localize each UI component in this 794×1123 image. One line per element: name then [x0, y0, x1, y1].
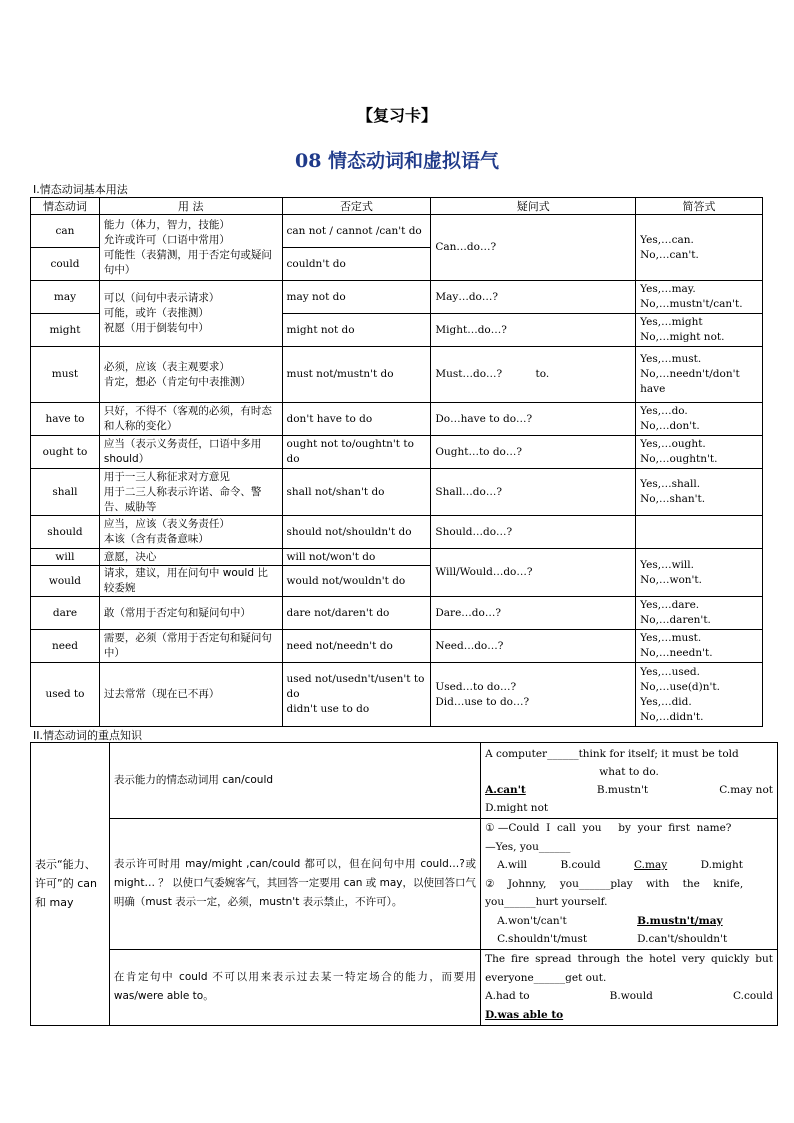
- negative-cell: can not / cannot /can't do: [282, 215, 431, 248]
- example-cell: [481, 949, 778, 1025]
- option: C.could: [732, 990, 773, 1002]
- rule-cell: 表示能力的情态动词用 can/could: [109, 743, 480, 819]
- table-row: [31, 549, 763, 566]
- answer-cell: Yes,…may. No,…mustn't/can't.: [636, 281, 763, 314]
- table-row: [31, 403, 763, 436]
- option-answer: D.was able to: [485, 1008, 564, 1021]
- table-row: [31, 663, 763, 727]
- usage-cell: 能力（体力，智力，技能） 允许或许可（口语中常用） 可能性（表猜测，用于否定句或疑问句中）: [99, 215, 282, 281]
- table-row: [31, 469, 763, 516]
- negative-cell: couldn't do: [282, 248, 431, 281]
- option: A.will: [497, 859, 528, 871]
- question-cell: May…do…?: [431, 281, 636, 314]
- table-row: [31, 347, 763, 403]
- question-text: ① —Could I call you by your first name?: [485, 822, 732, 834]
- verb-cell: dare: [31, 597, 100, 630]
- question-cell: Need…do…?: [431, 630, 636, 663]
- question-text: The fire spread through the hotel very quickly but everyone______get out.: [485, 953, 773, 984]
- negative-cell: used not/usedn't/usen't to do didn't use to do: [282, 663, 431, 727]
- option: D.might: [700, 859, 743, 871]
- section1-heading: I.情态动词基本用法: [33, 183, 128, 196]
- negative-cell: don't have to do: [282, 403, 431, 436]
- question-cell: Can…do…?: [431, 215, 636, 281]
- question-cell: Will/Would…do…?: [431, 549, 636, 597]
- column-header: 用 法: [99, 198, 282, 215]
- usage-cell: 只好，不得不（客观的必须，有时态和人称的变化）: [99, 403, 282, 436]
- answer-cell: [636, 516, 763, 549]
- option: C.shouldn't/must: [497, 933, 588, 945]
- column-header: 疑问式: [431, 198, 636, 215]
- answer-cell: Yes,…ought. No,…oughtn't.: [636, 436, 763, 469]
- verb-cell: shall: [31, 469, 100, 516]
- question-text: A computer______think for itself; it must be told: [485, 747, 739, 760]
- negative-cell: may not do: [282, 281, 431, 314]
- verb-cell: may: [31, 281, 100, 314]
- answer-cell: Yes,…can. No,…can't.: [636, 215, 763, 281]
- column-header: 简答式: [636, 198, 763, 215]
- usage-cell: 意愿，决心: [99, 549, 282, 566]
- option-answer: C.may: [634, 859, 668, 871]
- question-text: what to do.: [599, 765, 659, 778]
- verb-cell: ought to: [31, 436, 100, 469]
- option: A.had to: [485, 990, 530, 1002]
- usage-cell: 可以（问句中表示请求） 可能，或许（表推测） 祝愿（用于倒装句中）: [99, 281, 282, 347]
- option-answer: A.can't: [485, 783, 526, 796]
- table-row: [31, 819, 778, 950]
- negative-cell: will not/won't do: [282, 549, 431, 566]
- table-header-row: [31, 198, 763, 215]
- table-row: [31, 949, 778, 1025]
- negative-cell: ought not to/oughtn't to do: [282, 436, 431, 469]
- question-cell: Shall…do…?: [431, 469, 636, 516]
- answer-cell: Yes,…must. No,…needn't/don't have: [636, 347, 763, 403]
- example-cell: [481, 743, 778, 819]
- answer-cell: Yes,…dare. No,…daren't.: [636, 597, 763, 630]
- page-title: 08 情态动词和虚拟语气: [294, 150, 500, 172]
- verb-cell: should: [31, 516, 100, 549]
- usage-cell: 敢（常用于否定句和疑问句中）: [99, 597, 282, 630]
- modal-verbs-table: [30, 197, 763, 727]
- question-text: you______hurt yourself.: [485, 896, 608, 908]
- usage-cell: 必须，应该（表主观要求） 肯定，想必（肯定句中表推测）: [99, 347, 282, 403]
- question-cell: Should…do…?: [431, 516, 636, 549]
- question-cell: Used…to do…? Did…use to do…?: [431, 663, 636, 727]
- verb-cell: can: [31, 215, 100, 248]
- question-text: ② Johnny, you______play with the knife,: [485, 877, 744, 890]
- question-cell: Must…do…? to.: [431, 347, 636, 403]
- table-row: [31, 215, 763, 248]
- usage-cell: 应当，应该（表义务责任） 本该（含有责备意味）: [99, 516, 282, 549]
- option: C.may not: [719, 783, 773, 796]
- question-cell: Dare…do…?: [431, 597, 636, 630]
- answer-cell: Yes,…might No,…might not.: [636, 314, 763, 347]
- negative-cell: might not do: [282, 314, 431, 347]
- negative-cell: would not/wouldn't do: [282, 566, 431, 597]
- review-card-label: 【复习卡】: [356, 106, 437, 125]
- table-row: [31, 743, 778, 819]
- answer-cell: Yes,…used. No,…use(d)n't. Yes,…did. No,…didn't.: [636, 663, 763, 727]
- question-cell: Might…do…?: [431, 314, 636, 347]
- negative-cell: need not/needn't do: [282, 630, 431, 663]
- verb-cell: need: [31, 630, 100, 663]
- option: B.mustn't: [596, 783, 649, 796]
- answer-cell: Yes,…will. No,…won't.: [636, 549, 763, 597]
- answer-cell: Yes,…shall. No,…shan't.: [636, 469, 763, 516]
- usage-cell: 请求，建议，用在问句中 would 比较委婉: [99, 566, 282, 597]
- column-header: 否定式: [282, 198, 431, 215]
- table-row: [31, 597, 763, 630]
- option: D.might not: [485, 801, 549, 814]
- category-cell: 表示“能力、许可”的 can 和 may: [31, 743, 110, 1026]
- usage-cell: 用于一三人称征求对方意见 用于二三人称表示许诺、命令、警告、威胁等: [99, 469, 282, 516]
- section2-heading: II.情态动词的重点知识: [33, 729, 142, 742]
- negative-cell: dare not/daren't do: [282, 597, 431, 630]
- verb-cell: might: [31, 314, 100, 347]
- option: B.would: [609, 990, 653, 1002]
- key-points-table: [30, 742, 778, 1026]
- verb-cell: have to: [31, 403, 100, 436]
- answer-cell: Yes,…must. No,…needn't.: [636, 630, 763, 663]
- usage-cell: 应当（表示义务责任，口语中多用 should）: [99, 436, 282, 469]
- question-text: —Yes, you______: [485, 840, 571, 853]
- table-row: [31, 630, 763, 663]
- verb-cell: would: [31, 566, 100, 597]
- verb-cell: must: [31, 347, 100, 403]
- table-row: [31, 436, 763, 469]
- option: B.could: [560, 859, 601, 871]
- answer-cell: Yes,…do. No,…don't.: [636, 403, 763, 436]
- column-header: 情态动词: [31, 198, 100, 215]
- negative-cell: shall not/shan't do: [282, 469, 431, 516]
- example-cell: [481, 819, 778, 950]
- negative-cell: must not/mustn't do: [282, 347, 431, 403]
- verb-cell: could: [31, 248, 100, 281]
- negative-cell: should not/shouldn't do: [282, 516, 431, 549]
- usage-cell: 过去常常（现在已不再）: [99, 663, 282, 727]
- verb-cell: used to: [31, 663, 100, 727]
- option: D.can't/shouldn't: [637, 933, 728, 945]
- rule-cell: 表示许可时用 may/might ,can/could 都可以，但在问句中用 could…?或 might… ？ 以使口气委婉客气，其回答一定要用 can 或 may，以使回答口气明确（must 表示一定，必须，mustn't 表示禁止，不许可）。: [109, 819, 480, 950]
- table-row: [31, 281, 763, 314]
- table-row: [31, 516, 763, 549]
- rule-cell: 在肯定句中 could 不可以用来表示过去某一特定场合的能力，而要用 was/were able to。: [109, 949, 480, 1025]
- option: A.won't/can't: [497, 914, 567, 927]
- question-cell: Do…have to do…?: [431, 403, 636, 436]
- option-answer: B.mustn't/may: [637, 914, 723, 927]
- question-cell: Ought…to do…?: [431, 436, 636, 469]
- verb-cell: will: [31, 549, 100, 566]
- usage-cell: 需要，必须（常用于否定句和疑问句中）: [99, 630, 282, 663]
